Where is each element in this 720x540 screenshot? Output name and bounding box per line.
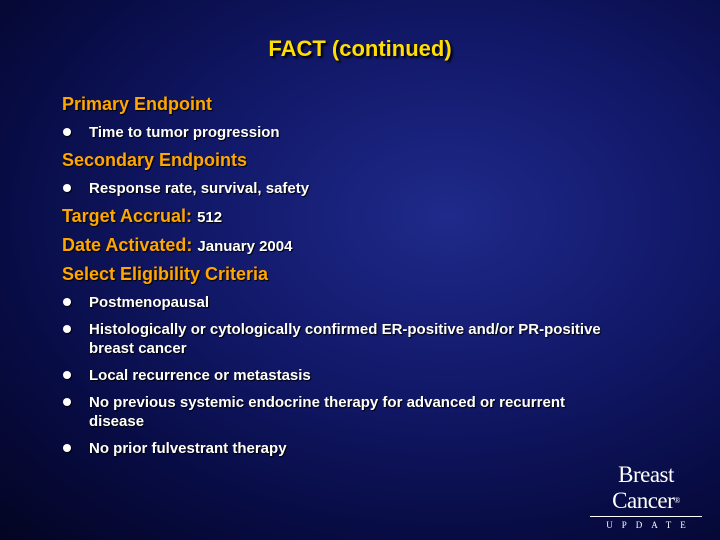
logo-main-text bbox=[586, 462, 706, 514]
logo-title: Breast Cancer bbox=[612, 462, 675, 513]
bullet-item bbox=[62, 293, 622, 312]
bullet-item bbox=[62, 393, 622, 431]
bullet-text: Histologically or cytologically confirmed ER-positive and/or PR-positive breast cancer bbox=[89, 321, 601, 357]
bullet-text: No previous systemic endocrine therapy for advanced or recurrent disease bbox=[89, 394, 565, 430]
bullet-dot-icon bbox=[63, 444, 71, 452]
bullet-dot-icon bbox=[63, 298, 71, 306]
bullet-item bbox=[62, 320, 622, 358]
bullet-text: Time to tumor progression bbox=[89, 124, 280, 141]
bullet-text: No prior fulvestrant therapy bbox=[89, 440, 287, 457]
bullet-item bbox=[62, 123, 622, 142]
bullet-item bbox=[62, 439, 622, 458]
date-activated-value: January 2004 bbox=[197, 238, 293, 255]
logo-divider bbox=[590, 516, 702, 517]
bullet-item bbox=[62, 366, 622, 385]
slide-title: FACT (continued) bbox=[268, 36, 452, 61]
registered-mark: ® bbox=[674, 496, 680, 505]
slide-content bbox=[62, 94, 622, 466]
bullet-dot-icon bbox=[63, 371, 71, 379]
target-accrual-value: 512 bbox=[197, 209, 223, 226]
bullet-dot-icon bbox=[63, 184, 71, 192]
bullet-dot-icon bbox=[63, 128, 71, 136]
target-accrual-label: Target Accrual: bbox=[62, 206, 193, 226]
bullet-dot-icon bbox=[63, 398, 71, 406]
date-activated-label: Date Activated: bbox=[62, 235, 193, 255]
bullet-text: Postmenopausal bbox=[89, 294, 210, 311]
primary-endpoint-heading: Primary Endpoint bbox=[62, 94, 213, 114]
eligibility-heading: Select Eligibility Criteria bbox=[62, 264, 269, 284]
bullet-text: Response rate, survival, safety bbox=[89, 180, 310, 197]
target-accrual-line bbox=[62, 206, 622, 227]
breast-cancer-update-logo bbox=[586, 462, 706, 530]
bullet-item bbox=[62, 179, 622, 198]
bullet-dot-icon bbox=[63, 325, 71, 333]
date-activated-line bbox=[62, 235, 622, 256]
logo-subtitle: UPDATE bbox=[606, 520, 695, 530]
bullet-text: Local recurrence or metastasis bbox=[89, 367, 311, 384]
secondary-endpoints-heading: Secondary Endpoints bbox=[62, 150, 248, 170]
